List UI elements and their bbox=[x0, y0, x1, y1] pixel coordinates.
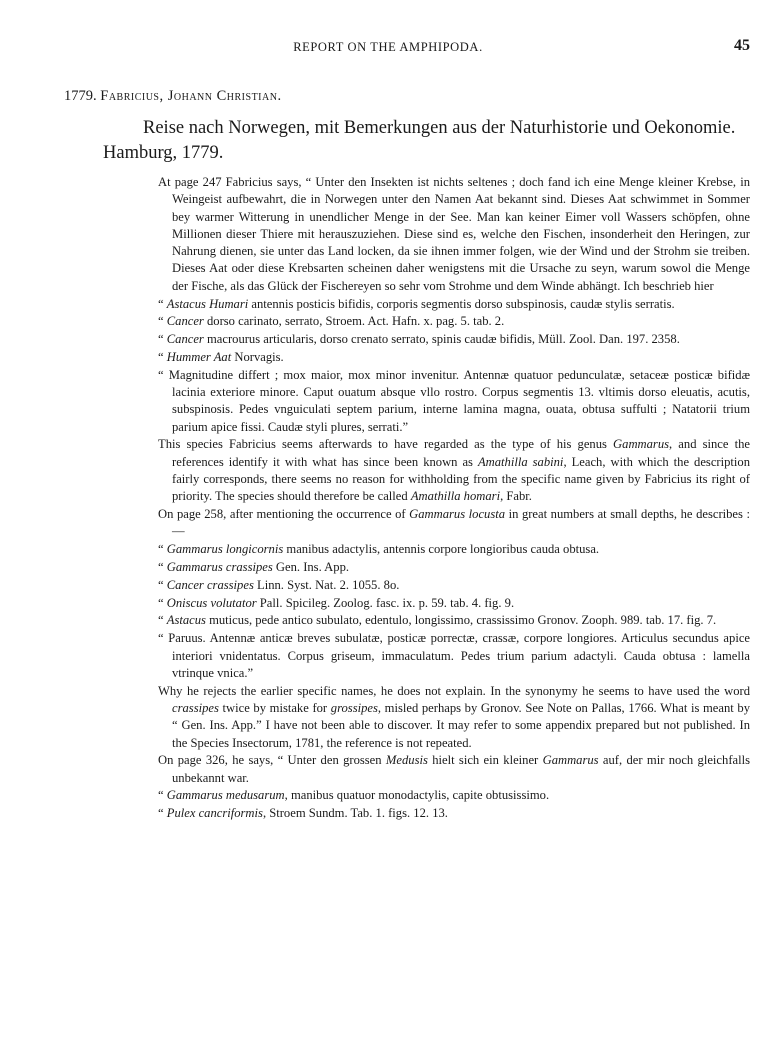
running-head-title: REPORT ON THE AMPHIPODA. bbox=[293, 40, 483, 54]
text-run: “ bbox=[158, 577, 167, 592]
italic-run: Cancer bbox=[166, 314, 204, 329]
text-run: , Fabr. bbox=[500, 489, 532, 504]
text-run: Linn. Syst. Nat. 2. 1055. 8o. bbox=[253, 577, 400, 592]
italic-run: Gammarus crassipes bbox=[166, 560, 273, 575]
text-run: Norvagis. bbox=[231, 349, 284, 364]
italic-run: Gammarus locusta bbox=[409, 507, 506, 522]
text-run: “ bbox=[158, 542, 167, 557]
italic-run: Cancer bbox=[166, 332, 204, 347]
text-run: At page 247 Fabricius says, “ Unter den Insekten ist nichts seltenes ; doch fand ich eine Menge kleiner Krebse, in Weingeist aufbewahrt, die in Norwegen unter den Namen Aat bekannt sind. Dieses Aat schwimmet in Sommer bey warmer Witterung in unendlicher Menge in der See. Man kan keiner Eimer voll Wassers schöpfen, ohne Millionen dieser Thiere mit herauszuziehen. Diese sind es, welche den Fischen, insonderheit den Heringen, zur Nahrung dienen, sie unter das Land locken, da sie ihnen immer folgen, wie der Wind und der Strohm sie treiben. Dieses Aat oder diese Krebsarten scheinen daher wenigstens mit die Ursache zu seyn, warum sowol die Menge der Fische, als das Glück der Fischereyen so sehr vom Strohme und dem Winde abhängt. Ich beschrieb hier bbox=[158, 175, 750, 293]
body-paragraph bbox=[158, 331, 750, 348]
entry-body bbox=[158, 174, 750, 823]
body-paragraph bbox=[158, 630, 750, 682]
body-paragraph bbox=[158, 367, 750, 436]
italic-run: Gammarus medusarum bbox=[166, 788, 285, 803]
body-paragraph bbox=[158, 174, 750, 295]
text-run: auf, der mir noch gleichfalls unbekannt war. bbox=[172, 753, 750, 785]
text-run: “ bbox=[158, 560, 167, 575]
italic-run: Gammarus bbox=[542, 753, 599, 768]
text-run: manibus adactylis, antennis corpore longioribus cauda obtusa. bbox=[283, 542, 600, 557]
text-run: antennis posticis bifidis, corporis segmentis dorso subspinosis, caudæ stylis serratis. bbox=[248, 296, 675, 311]
body-paragraph bbox=[158, 506, 750, 541]
text-run: Gen. Ins. App. bbox=[272, 560, 350, 575]
text-run: “ Magnitudine differt ; mox maior, mox minor invenitur. Antennæ quatuor pedunculatæ, setaceæ posticæ bifidæ lacinia exteriore minore. Caput ouatum absque vllo rostro. Corpus segmentis 13. vltimis dorso eleuatis, acutis, subspinosis. Pedes vnguiculati septem parium, interne lamina magna, ouata, obtusa suffulti ; Natatorii trium parium apice fissi. Caudæ styli plures, serrati.” bbox=[158, 367, 750, 434]
text-run: , Leach, with which the description fairly corresponds, there seems no reason for withholding from the specific name given by Fabricius its right of priority. The species should therefore be called bbox=[172, 454, 750, 504]
text-run: , and since the references identify it with what has since been known as bbox=[172, 437, 750, 469]
text-run: This species Fabricius seems afterwards to have regarded as the type of his genus bbox=[158, 437, 614, 452]
text-run: , Stroem Sundm. Tab. 1. figs. 12. 13. bbox=[262, 806, 448, 821]
text-run: “ bbox=[158, 788, 167, 803]
body-paragraph bbox=[158, 313, 750, 330]
italic-run: Astacus Humari bbox=[166, 296, 249, 311]
body-paragraph bbox=[158, 787, 750, 804]
text-run: Why he rejects the earlier specific names, he does not explain. In the synonymy he seems to have used the word bbox=[158, 683, 750, 698]
text-run: On page 258, after mentioning the occurrence of bbox=[158, 507, 410, 522]
text-run: “ bbox=[158, 613, 167, 628]
entry-year: 1779. bbox=[64, 88, 97, 104]
text-run: muticus, pede antico subulato, edentulo, longissimo, crassissimo Gronov. Zooph. 989. tab. 17. fig. 7. bbox=[205, 613, 717, 628]
italic-run: Gammarus bbox=[613, 437, 670, 452]
body-paragraph bbox=[158, 559, 750, 576]
body-paragraph bbox=[158, 612, 750, 629]
text-run: in great numbers at small depths, he describes :— bbox=[172, 507, 750, 539]
text-run: “ bbox=[158, 806, 167, 821]
body-paragraph bbox=[158, 541, 750, 558]
text-run: macrourus articularis, dorso crenato serrato, spinis caudæ bifidis, Müll. Zool. Dan. 197. 2358. bbox=[203, 332, 680, 347]
text-run: “ bbox=[158, 314, 167, 329]
text-run: “ bbox=[158, 332, 167, 347]
italic-run: Medusis bbox=[385, 753, 428, 768]
italic-run: Oniscus volutator bbox=[166, 595, 257, 610]
body-paragraph bbox=[158, 349, 750, 366]
italic-run: grossipes bbox=[330, 700, 378, 715]
text-run: On page 326, he says, “ Unter den grossen bbox=[158, 753, 386, 768]
text-run: , manibus quatuor monodactylis, capite obtusissimo. bbox=[284, 788, 550, 803]
text-run: Pall. Spicileg. Zoolog. fasc. ix. p. 59. tab. 4. fig. 9. bbox=[256, 595, 515, 610]
italic-run: Hummer Aat bbox=[166, 349, 232, 364]
italic-run: crassipes bbox=[172, 700, 219, 715]
text-run: “ bbox=[158, 296, 167, 311]
body-paragraph bbox=[158, 683, 750, 752]
body-paragraph bbox=[158, 805, 750, 822]
body-paragraph bbox=[158, 436, 750, 505]
body-paragraph bbox=[158, 577, 750, 594]
entry-heading bbox=[64, 88, 282, 105]
page-number: 45 bbox=[734, 37, 750, 54]
text-run: hielt sich ein kleiner bbox=[427, 753, 543, 768]
entry-author: Fabricius, Johann Christian. bbox=[100, 88, 282, 104]
text-run: , misled perhaps by Gronov. See Note on Pallas, 1766. What is meant by “ Gen. Ins. App.” I have not been able to discover. It may refer to some appendix prepared but not published. In the Species Insectorum, 1781, the reference is not repeated. bbox=[172, 700, 751, 750]
text-run: “ bbox=[158, 595, 167, 610]
italic-run: Amathilla sabini bbox=[477, 454, 564, 469]
body-paragraph bbox=[158, 595, 750, 612]
running-head bbox=[0, 37, 776, 60]
body-paragraph bbox=[158, 296, 750, 313]
text-run: twice by mistake for bbox=[218, 700, 331, 715]
italic-run: Amathilla homari bbox=[410, 489, 501, 504]
italic-run: Gammarus longicornis bbox=[166, 542, 284, 557]
text-run: dorso carinato, serrato, Stroem. Act. Hafn. x. pag. 5. tab. 2. bbox=[203, 314, 505, 329]
italic-run: Astacus bbox=[166, 613, 206, 628]
book-title: Reise nach Norwegen, mit Bemerkungen aus der Naturhistorie und Oekonomie. Hamburg, 1779. bbox=[103, 118, 736, 163]
italic-run: Pulex cancriformis bbox=[166, 806, 263, 821]
italic-run: Cancer crassipes bbox=[166, 577, 254, 592]
body-paragraph bbox=[158, 752, 750, 787]
text-run: “ bbox=[158, 349, 167, 364]
text-run: “ Paruus. Antennæ anticæ breves subulatæ, posticæ porrectæ, crassæ, corpore longiores. Articulus secundus apice interiori vnidentatus. Corpus griseum, immaculatum. Pedes trium parium adactyli. Cauda obtusa : lamella vtrinque vnica.” bbox=[158, 631, 750, 680]
